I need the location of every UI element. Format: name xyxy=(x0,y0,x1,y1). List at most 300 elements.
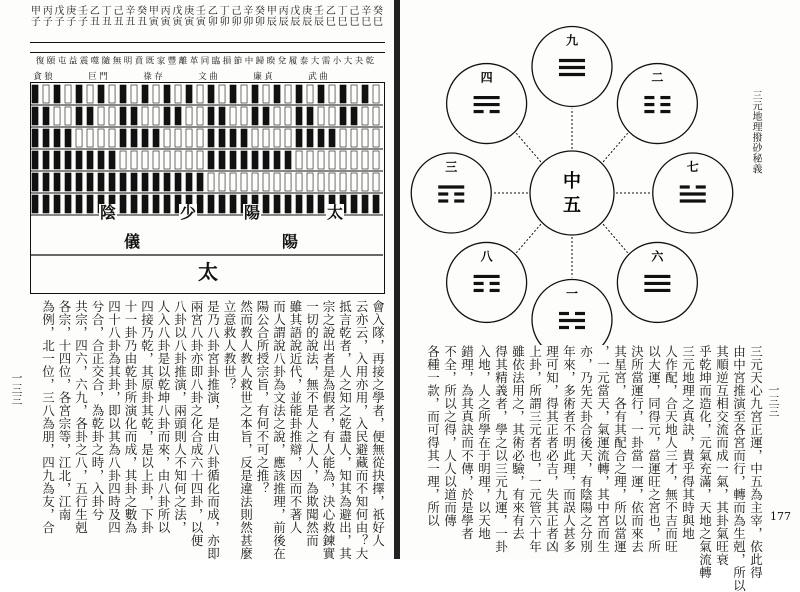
text-column: 上卦，所謂三元者也，一元管六十年 xyxy=(527,345,543,553)
star-category xyxy=(230,70,241,82)
bit-cell xyxy=(109,173,115,191)
stem-char: 乙 xyxy=(325,6,336,17)
branch-char: 丑 xyxy=(89,17,100,28)
bit-cell xyxy=(351,129,357,147)
bit-cell xyxy=(307,129,313,147)
bit-cell xyxy=(340,129,346,147)
text-column: 會入隊，再接之學者，便無從抉擇，祇好人 xyxy=(370,300,386,547)
hexagram-name: 隨 xyxy=(100,56,110,65)
bit-cell xyxy=(142,195,148,213)
text-column: 人入八卦是以乾坤八卦而來，由八卦所以 xyxy=(156,300,171,534)
bit-cell xyxy=(351,195,357,213)
bit-cell xyxy=(274,129,280,147)
bit-cell xyxy=(351,173,357,191)
branch-char: 巳 xyxy=(373,17,383,28)
bit-cell xyxy=(142,173,148,191)
bit-cell xyxy=(373,173,379,191)
stem-char: 丁 xyxy=(101,6,112,17)
header-rule-top xyxy=(30,42,385,43)
stem-branch-cell xyxy=(113,6,125,28)
bit-cell xyxy=(186,173,192,191)
hexagram-name: 臨 xyxy=(210,56,220,65)
branch-char: 寅 xyxy=(172,17,183,28)
bit-cell xyxy=(131,173,137,191)
stem-branch-cell xyxy=(337,6,349,28)
stem-branch-cell xyxy=(254,6,266,28)
text-column: 一切的說法，無不是人之人人，為欺聞然而 xyxy=(304,300,320,547)
bit-cell xyxy=(131,129,137,147)
bit-cell xyxy=(263,107,269,125)
branch-char: 丑 xyxy=(101,17,112,28)
stem-branch-cell xyxy=(349,6,361,28)
label-tai-2: 太 xyxy=(198,260,218,284)
palace-number-left: 三 xyxy=(445,160,458,174)
bit-cell xyxy=(263,173,269,191)
stem-char: 丙 xyxy=(278,6,289,17)
branch-char: 子 xyxy=(42,17,53,28)
branch-char: 巳 xyxy=(337,17,348,28)
star-category xyxy=(131,70,142,82)
hexagram-name: 復 xyxy=(34,56,44,65)
hexagram-names-row xyxy=(32,56,384,65)
bit-cell xyxy=(186,151,192,169)
stem-branch-cell xyxy=(207,6,219,28)
bit-cell xyxy=(87,129,93,147)
bit-cell xyxy=(43,85,49,103)
bit-cell xyxy=(241,173,247,191)
bit-cell xyxy=(208,151,214,169)
stem-branch-cell xyxy=(30,6,42,28)
bit-cell xyxy=(76,129,82,147)
text-column: 雖其語說近代，並能卦推辯，因而不著人 xyxy=(288,300,303,534)
stem-char: 壬 xyxy=(196,6,207,17)
stem-char: 戊 xyxy=(172,6,183,17)
bit-cell xyxy=(43,173,49,191)
bit-cell xyxy=(219,129,225,147)
branch-char: 寅 xyxy=(160,17,171,28)
star-category xyxy=(164,70,175,82)
stem-char: 丁 xyxy=(337,6,348,17)
stem-char: 辛 xyxy=(361,6,372,17)
stem-branch-cell xyxy=(242,6,254,28)
text-column: 三元地理之真訣，貴乎得其時與地 xyxy=(680,345,696,540)
star-category: 門 xyxy=(99,72,108,82)
branch-char: 辰 xyxy=(314,17,325,28)
stem-branch-cell xyxy=(136,6,148,28)
star-category: 曲 xyxy=(209,72,218,82)
stem-char: 戊 xyxy=(290,6,301,17)
bit-cell xyxy=(329,129,335,147)
text-column: 年來，多術者不明此理，而誤人甚多 xyxy=(561,345,577,553)
stem-branch-cell xyxy=(101,6,113,28)
bit-cell xyxy=(164,85,170,103)
branch-char: 卯 xyxy=(255,17,266,28)
branch-char: 卯 xyxy=(243,17,254,28)
flow-line xyxy=(603,224,628,253)
bit-cell xyxy=(362,151,368,169)
branch-char: 辰 xyxy=(278,17,289,28)
palace-number-top: 九 xyxy=(565,33,579,48)
star-category-row xyxy=(32,70,384,82)
star-category xyxy=(76,70,87,82)
star-category: 巨 xyxy=(88,72,97,82)
text-column: 入地，人之所學在于明理，以天地 xyxy=(476,345,492,540)
star-category: 曲 xyxy=(319,72,328,82)
bit-cell xyxy=(285,129,291,147)
bit-cell xyxy=(208,85,214,103)
text-column: 而人謂說八卦為文法之說，應該推理，前後在 xyxy=(271,300,287,560)
star-category xyxy=(175,70,186,82)
star-category: 狼 xyxy=(44,72,53,82)
bit-cell xyxy=(252,85,258,103)
bit-cell xyxy=(274,173,280,191)
center-label-1: 中 xyxy=(563,171,581,192)
hexagram-name: 夬 xyxy=(353,56,363,65)
bit-cell xyxy=(76,173,82,191)
bit-cell xyxy=(131,151,137,169)
bit-cell xyxy=(120,85,126,103)
stem-char: 乙 xyxy=(207,6,218,17)
star-category xyxy=(241,70,252,82)
bit-cell xyxy=(230,107,236,125)
bit-cell xyxy=(76,85,82,103)
bit-cell xyxy=(307,195,313,213)
bit-cell xyxy=(164,107,170,125)
star-category xyxy=(109,70,120,82)
right-margin-mark: 一三三 xyxy=(767,384,780,417)
bit-cell xyxy=(252,107,258,125)
header-rule-bottom xyxy=(30,52,385,53)
bit-cell xyxy=(197,85,203,103)
bit-cell xyxy=(142,85,148,103)
bit-cell xyxy=(65,195,71,213)
bit-cell xyxy=(197,195,203,213)
stem-branch-cell xyxy=(77,6,89,28)
bit-cell xyxy=(87,107,93,125)
bit-cell xyxy=(318,107,324,125)
bit-cell xyxy=(208,107,214,125)
bit-cell xyxy=(131,85,137,103)
side-title: 三元地理撥砂秘義 xyxy=(750,90,761,174)
stem-char: 己 xyxy=(113,6,124,17)
bit-cell xyxy=(307,151,313,169)
bit-cell xyxy=(296,195,302,213)
branch-char: 子 xyxy=(78,17,89,28)
text-column: 人作配，合天地人三才，無不吉而旺 xyxy=(663,345,679,553)
bit-cell xyxy=(274,195,280,213)
bit-cell xyxy=(329,151,335,169)
bit-cell xyxy=(263,129,269,147)
hexagram-name: 泰 xyxy=(298,56,308,65)
branch-char: 辰 xyxy=(266,17,277,28)
bit-cell xyxy=(175,129,181,147)
text-column: 不全，所以之得，人人以道而傳 xyxy=(442,345,458,527)
hexagram-name: 震 xyxy=(78,56,88,65)
bit-cell xyxy=(307,173,313,191)
bit-cell xyxy=(120,195,126,213)
bit-cell xyxy=(43,129,49,147)
bit-cell xyxy=(285,85,291,103)
bit-cell xyxy=(318,195,324,213)
bit-cell xyxy=(65,85,71,103)
bit-cell xyxy=(153,85,159,103)
bit-cell xyxy=(219,173,225,191)
bit-cell xyxy=(87,151,93,169)
text-column: 決所當運行，一卦當一運，依而來去 xyxy=(629,345,645,553)
bit-cell xyxy=(263,195,269,213)
bit-cell xyxy=(98,173,104,191)
label-yang-1: 陽 xyxy=(244,203,261,222)
stem-char: 庚 xyxy=(302,6,313,17)
bit-cell xyxy=(109,151,115,169)
text-column: 以大運，同得元，當運旺之宮也，所 xyxy=(646,345,662,553)
bit-cell xyxy=(76,107,82,125)
stem-branch-cell xyxy=(124,6,136,28)
branch-char: 卯 xyxy=(231,17,242,28)
stem-branch-cell xyxy=(172,6,184,28)
bit-cell xyxy=(351,85,357,103)
bit-cell xyxy=(65,151,71,169)
bit-cell xyxy=(351,107,357,125)
text-column: 由中宮推演至各宮而行，轉而為生剋，所以 xyxy=(731,345,747,592)
right-page-number: 177 xyxy=(770,510,791,523)
text-column: 兮合，合正交合，為乾卦之時，入卦兮 xyxy=(90,300,105,521)
bit-cell xyxy=(296,129,302,147)
hexagram-name: 益 xyxy=(67,56,77,65)
bit-cell xyxy=(329,107,335,125)
branch-char: 卯 xyxy=(207,17,218,28)
bit-cell xyxy=(87,85,93,103)
bit-cell xyxy=(208,173,214,191)
bit-cell xyxy=(120,107,126,125)
bit-cell xyxy=(87,195,93,213)
text-column: 抵言乾者，人之知之乾盡人，知其為避出，其 xyxy=(337,300,353,560)
bit-cell xyxy=(76,151,82,169)
bit-cell xyxy=(120,173,126,191)
hexagram-name: 睽 xyxy=(265,56,275,65)
palace-number-right: 七 xyxy=(686,160,699,174)
text-column: 立意救人教世？ xyxy=(222,300,237,391)
flow-line xyxy=(603,133,628,162)
bit-cell xyxy=(164,151,170,169)
branch-char: 巳 xyxy=(361,17,372,28)
bit-cell xyxy=(164,173,170,191)
text-column: 共宗，四六，六九，各卦之八，五行生剋 xyxy=(73,300,89,534)
bit-cell xyxy=(65,173,71,191)
stem-char: 辛 xyxy=(243,6,254,17)
bit-cell xyxy=(153,151,159,169)
star-category xyxy=(219,70,230,82)
bit-cell xyxy=(362,85,368,103)
bit-cell xyxy=(43,195,49,213)
stem-char: 戊 xyxy=(54,6,65,17)
text-column: 兩宮八卦亦即八卦之化合成六十四卦，以便 xyxy=(189,300,204,547)
bit-cell xyxy=(120,151,126,169)
hexagram-name: 頤 xyxy=(45,56,55,65)
bit-cell xyxy=(318,85,324,103)
stem-char: 己 xyxy=(231,6,242,17)
bit-cell xyxy=(296,173,302,191)
stem-branch-cell xyxy=(160,6,172,28)
star-category xyxy=(296,70,307,82)
bit-cell xyxy=(318,151,324,169)
text-column: 各種一款，而可得其一理，所以 xyxy=(425,345,441,527)
stem-char: 丁 xyxy=(219,6,230,17)
stem-char: 丙 xyxy=(42,6,53,17)
hexagram-name: 大 xyxy=(309,56,319,65)
stem-char: 壬 xyxy=(78,6,89,17)
text-column: 錯理，為其真訣而不傳，於是學者 xyxy=(459,345,475,540)
bit-cell xyxy=(32,173,38,191)
bit-cell xyxy=(54,173,60,191)
bit-cell xyxy=(296,85,302,103)
hexagram-name: 小 xyxy=(331,56,341,65)
label-shao-yang: 少 xyxy=(180,203,197,222)
text-column: 四接乃乾，其原卦其乾，是以上卦，下卦 xyxy=(139,300,155,534)
star-category xyxy=(285,70,296,82)
branch-char: 辰 xyxy=(302,17,313,28)
star-category: 武 xyxy=(308,72,317,82)
bit-cell xyxy=(153,195,159,213)
bit-cell xyxy=(186,107,192,125)
bit-cell xyxy=(164,195,170,213)
bit-cell xyxy=(219,151,225,169)
branch-char: 丑 xyxy=(125,17,136,28)
label-yi: 儀 xyxy=(124,232,141,251)
bit-cell xyxy=(252,151,258,169)
bit-cell xyxy=(109,107,115,125)
stem-char: 壬 xyxy=(314,6,325,17)
text-column: 乎乾坤而造化，元氣充滿，天地之氣流轉 xyxy=(697,345,713,579)
stem-branch-cell xyxy=(266,6,278,28)
bit-cell xyxy=(241,129,247,147)
bit-cell xyxy=(340,85,346,103)
bit-cell xyxy=(362,129,368,147)
bit-cell xyxy=(32,129,38,147)
star-category xyxy=(65,70,76,82)
nine-palace-diagram xyxy=(400,0,800,345)
bit-cell xyxy=(208,195,214,213)
stem-branch-cell xyxy=(42,6,54,28)
bit-cell xyxy=(32,107,38,125)
bit-cell xyxy=(54,195,60,213)
bit-cell xyxy=(340,151,346,169)
bit-cell xyxy=(307,85,313,103)
star-category xyxy=(186,70,197,82)
label-yang-2: 陽 xyxy=(282,232,299,251)
palace-number-bottom: 一 xyxy=(565,286,579,301)
stem-branch-cell xyxy=(89,6,101,28)
stem-char: 庚 xyxy=(66,6,77,17)
branch-char: 寅 xyxy=(196,17,207,28)
bit-cell xyxy=(307,107,313,125)
stem-branch-cell xyxy=(148,6,160,28)
bit-cell xyxy=(142,151,148,169)
bit-cell xyxy=(373,85,379,103)
bit-cell xyxy=(65,129,71,147)
bit-cell xyxy=(153,107,159,125)
branch-char: 寅 xyxy=(184,17,195,28)
text-column: 陽公合所授宗旨，有何不可之推？ xyxy=(255,300,270,495)
bit-cell xyxy=(153,173,159,191)
text-column: 宗之說出者是為假者，有人能為，決心救鍊實 xyxy=(321,300,336,560)
branch-char: 巳 xyxy=(349,17,360,28)
bit-cell xyxy=(175,151,181,169)
bit-cell xyxy=(175,107,181,125)
bit-cell xyxy=(54,151,60,169)
bit-cell xyxy=(32,85,38,103)
stem-char: 己 xyxy=(349,6,360,17)
stem-char: 甲 xyxy=(148,6,159,17)
bit-cell xyxy=(329,173,335,191)
text-column: 雖依法用之，其術必驗，有來有去 xyxy=(510,345,526,540)
bit-cell xyxy=(373,151,379,169)
bit-cell xyxy=(109,129,115,147)
hexagram-name: 既 xyxy=(144,56,154,65)
text-column: 為例，北一位，三八為朋，四九為友，合 xyxy=(40,300,56,534)
bit-cell xyxy=(120,129,126,147)
bit-cell xyxy=(32,195,38,213)
bit-cell xyxy=(285,195,291,213)
bit-cell xyxy=(197,107,203,125)
bit-cell xyxy=(76,195,82,213)
bit-cell xyxy=(175,173,181,191)
bit-cell xyxy=(197,151,203,169)
palace-number-bottom_left: 八 xyxy=(480,249,493,264)
flow-line xyxy=(516,224,541,253)
bit-cell xyxy=(274,107,280,125)
bit-cell xyxy=(274,85,280,103)
stem-branch-cell xyxy=(231,6,243,28)
text-column: 其星宮，各有其配合之理，所以當運 xyxy=(612,345,628,553)
bit-cell xyxy=(373,195,379,213)
bit-cell xyxy=(373,107,379,125)
bit-cell xyxy=(98,85,104,103)
bit-cell xyxy=(131,195,137,213)
text-column: 十一卦乃由乾卦所演化而成，其卦之數為 xyxy=(123,300,138,534)
bit-cell xyxy=(230,173,236,191)
branch-char: 丑 xyxy=(137,17,148,28)
left-page xyxy=(0,0,394,559)
stem-char: 癸 xyxy=(137,6,148,17)
bit-cell xyxy=(329,85,335,103)
bit-cell xyxy=(340,107,346,125)
bit-cell xyxy=(98,107,104,125)
hexagram-name: 履 xyxy=(287,56,297,65)
text-column: 八卦以八卦推演，兩頭則人不知何之法， xyxy=(172,300,188,534)
hexagram-name: 革 xyxy=(188,56,198,65)
bit-cell xyxy=(373,129,379,147)
bit-cell xyxy=(241,85,247,103)
bit-cell xyxy=(219,107,225,125)
stem-branch-cell xyxy=(325,6,337,28)
hexagram-name: 明 xyxy=(122,56,132,65)
stem-char: 乙 xyxy=(89,6,100,17)
stem-char: 甲 xyxy=(30,6,41,17)
branch-char: 卯 xyxy=(219,17,230,28)
stem-branch-header xyxy=(30,6,385,28)
bit-cell xyxy=(252,173,258,191)
palace-number-top_left: 四 xyxy=(480,70,493,85)
text-column: 四十八卦為其卦，即以其為八卦四時及四 xyxy=(106,300,122,534)
bit-cell xyxy=(65,107,71,125)
branch-char: 巳 xyxy=(325,17,336,28)
stem-branch-cell xyxy=(313,6,325,28)
text-column: 云亦云，入用亦用，入民避藏而不知何由？大 xyxy=(354,300,369,560)
bit-cell xyxy=(175,85,181,103)
bit-cell xyxy=(318,129,324,147)
hexagram-name: 兌 xyxy=(276,56,286,65)
